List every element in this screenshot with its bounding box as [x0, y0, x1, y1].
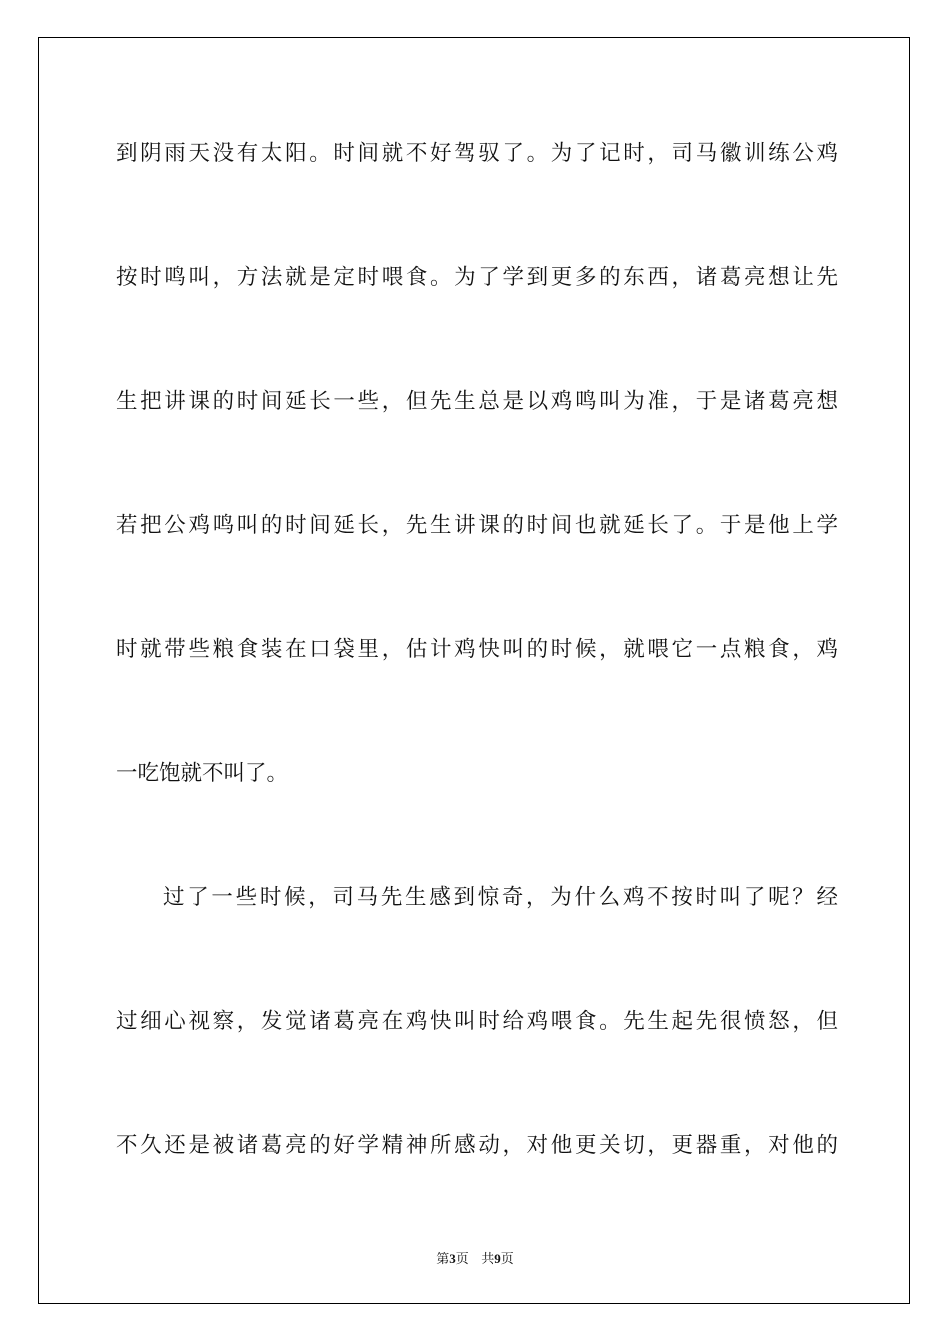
footer-current-page: 3	[449, 1251, 456, 1266]
text-line-5: 时就带些粮食装在口袋里，估计鸡快叫的时候，就喂它一点粮食，鸡	[116, 637, 838, 662]
line-gap	[116, 805, 838, 867]
text-line-6: 一吃饱就不叫了。	[116, 761, 289, 786]
text-line-1: 到阴雨天没有太阳。时间就不好驾驭了。为了记时，司马徽训练公鸡	[116, 141, 838, 166]
text-line-2: 按时鸣叫，方法就是定时喂食。为了学到更多的东西，诸葛亮想让先	[116, 265, 838, 290]
text-line-7: 过了一些时候，司马先生感到惊奇，为什么鸡不按时叫了呢？经	[163, 885, 838, 910]
footer-page-word: 页	[455, 1252, 469, 1267]
line-gap	[116, 557, 838, 619]
line-gap	[116, 929, 838, 991]
text-line-8: 过细心视察，发觉诸葛亮在鸡快叫时给鸡喂食。先生起先很愤怒，但	[116, 1009, 838, 1034]
text-line-3: 生把讲课的时间延长一些，但先生总是以鸡鸣叫为准，于是诸葛亮想	[116, 389, 838, 414]
footer-total-prefix: 共	[481, 1252, 495, 1267]
line-gap	[116, 681, 838, 743]
line-gap	[116, 433, 838, 495]
line-gap	[116, 1053, 838, 1115]
line-gap	[116, 185, 838, 247]
body-text	[116, 123, 838, 1177]
footer-total-pages: 9	[494, 1251, 501, 1266]
text-line-4: 若把公鸡鸣叫的时间延长，先生讲课的时间也就延长了。于是他上学	[116, 513, 838, 538]
footer-prefix: 第	[436, 1252, 450, 1267]
page-footer	[0, 1248, 950, 1267]
footer-total-suffix: 页	[500, 1252, 514, 1267]
line-gap	[116, 309, 838, 371]
text-line-9: 不久还是被诸葛亮的好学精神所感动，对他更关切，更器重，对他的	[116, 1133, 838, 1158]
